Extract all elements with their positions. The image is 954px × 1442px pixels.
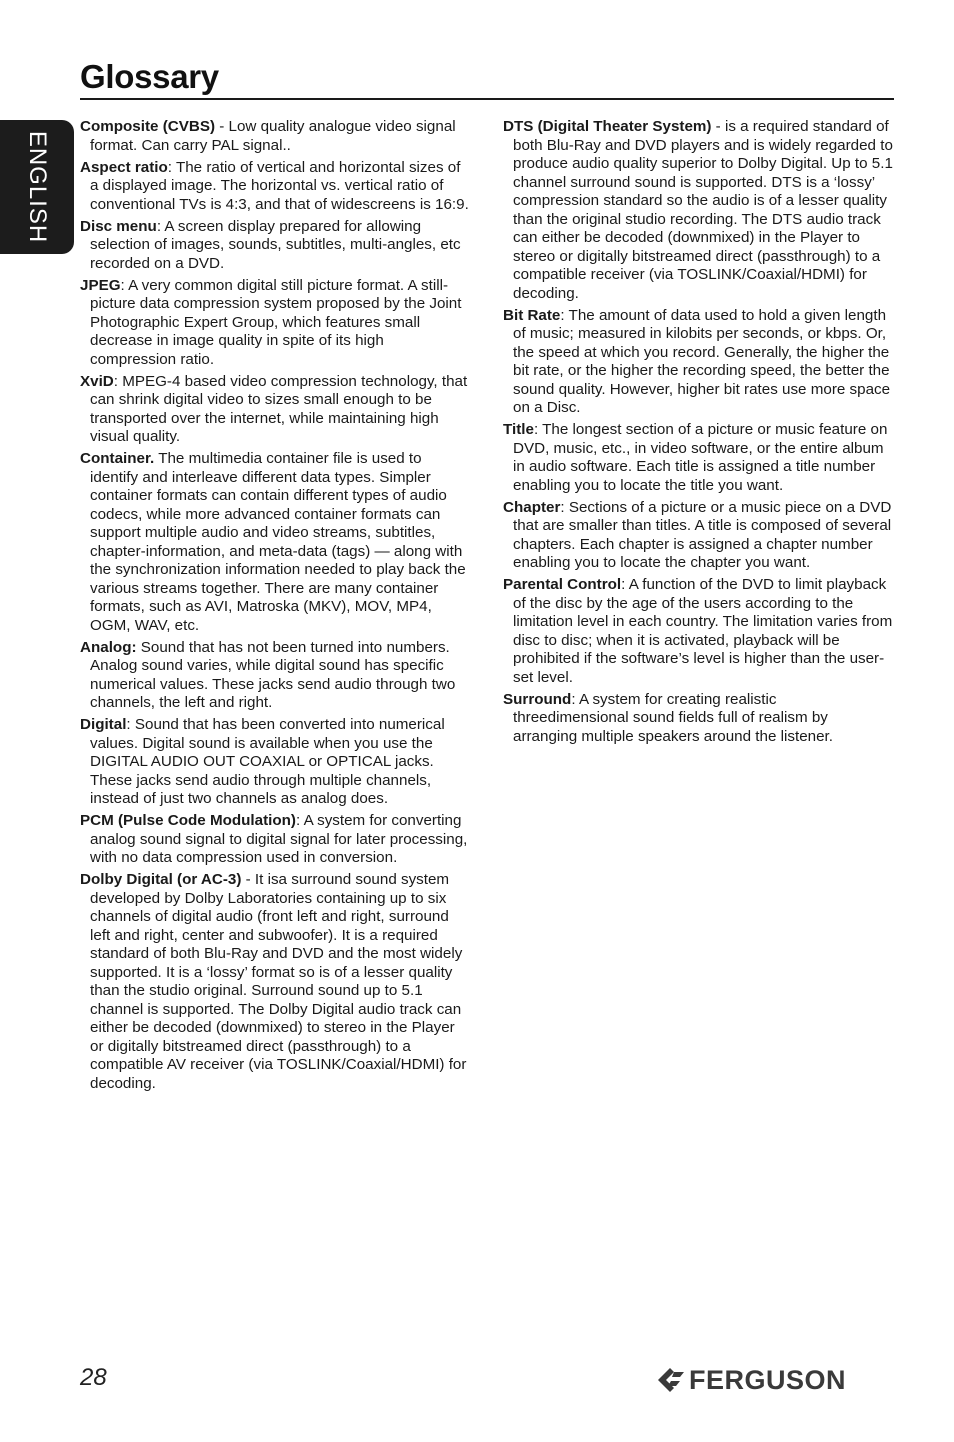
glossary-term: Bit Rate — [503, 306, 561, 324]
glossary-term: Composite (CVBS) — [80, 118, 216, 135]
glossary-definition: : The longest section of a picture or music feature on DVD, music, etc., in video software, or the entire album in audio software. Each title is assigned a title number enabling you to locate the title you want. — [513, 421, 888, 494]
glossary-term: Disc menu — [80, 217, 157, 235]
title-underline — [80, 98, 894, 100]
glossary-definition: : Sections of a picture or a music piece on a DVD that are smaller than titles. A title is composed of several chapters. Each chapter is assigned a chapter number enabling you to locate the chapter you want. — [513, 498, 892, 571]
glossary-entry — [503, 691, 895, 747]
glossary-entry — [80, 277, 472, 370]
glossary-entry — [503, 576, 895, 687]
glossary-term: JPEG — [80, 276, 121, 294]
glossary-entry — [503, 499, 895, 573]
glossary-definition: : The ratio of vertical and horizontal sizes of a displayed image. The horizontal vs. vertical ratio of conventional TVs is 4:3, and that of widescreens is 16:9. — [90, 158, 469, 213]
language-tab-label: ENGLISH — [24, 130, 51, 244]
glossary-term: Dolby Digital (or AC-3) — [80, 871, 242, 888]
glossary-entry — [503, 307, 895, 418]
glossary-term: Surround — [503, 690, 572, 708]
glossary-definition: - is a required standard of both Blu-Ray and DVD players and is widely regarded to produce audio quality superior to Dolby Digital. Up to 5.1 channel surround sound is supported. DTS is a ‘lossy’ compression standard so the audio is of a lesser quality than the original studio recording. The DTS audio track can either be decoded (downmixed) in the Player to stereo or digitally bitstreamed direct (passthrough) to a compatible receiver (via TOSLINK/Coaxial/HDMI) for decoding. — [513, 118, 893, 302]
glossary-column-right — [503, 118, 895, 750]
glossary-definition: The multimedia container file is used to identify and interleave different data types. Simpler container formats can contain different types of audio codecs, while more advanced container formats can support multiple audio and video streams, subtitles, chapter-information, and meta-data (tags) — along with the synchronization information needed to play back the various streams together. There are many container formats, such as AVI, Matroska (MKV), MOV, MP4, OGM, WAV, etc. — [90, 450, 466, 634]
ferguson-logo-icon — [656, 1366, 686, 1394]
glossary-entry — [503, 118, 895, 303]
glossary-definition: : A system for converting analog sound signal to digital signal for later processing, with no data compression used in conversion. — [90, 812, 468, 866]
glossary-definition: : Sound that has been converted into numerical values. Digital sound is available when you use the DIGITAL AUDIO OUT COAXIAL or OPTICAL jacks. These jacks send audio through multiple channels, instead of just two channels as analog does. — [90, 716, 445, 807]
glossary-definition: : A very common digital still picture format. A still-picture data compression system proposed by the Joint Photographic Expert Group, which features small decrease in image quality in spite of its high compression ratio. — [90, 276, 462, 368]
glossary-entry — [503, 421, 895, 495]
glossary-term: Parental Control — [503, 576, 622, 593]
glossary-definition: : A screen display prepared for allowing selection of images, sounds, subtitles, multi-angles, etc recorded on a DVD. — [90, 217, 461, 272]
glossary-definition: Sound that has not been turned into numbers. Analog sound varies, while digital sound has specific numerical values. These jacks send audio through two channels, the left and right. — [90, 638, 456, 711]
glossary-entry — [80, 716, 472, 809]
page-number: 28 — [80, 1364, 107, 1391]
glossary-definition: - It isa surround sound system developed by Dolby Laboratories containing up to six channels of digital audio (front left and right, surround left and right, center and subwoofer). It is a required standard of both Blu-Ray and DVD and the most widely supported. It is a ‘lossy’ format so is of a lesser quality than the studio original. Surround sound up to 5.1 channel is supported. The Dolby Digital audio track can either be decoded (downmixed) to stereo in the Player or digitally bitstreamed direct (passthrough) to a compatible AV receiver (via TOSLINK/Coaxial/HDMI) for decoding. — [90, 871, 467, 1092]
glossary-entry — [80, 373, 472, 447]
glossary-entry — [80, 118, 472, 155]
glossary-definition: - Low quality analogue video signal format. Can carry PAL signal.. — [90, 118, 456, 154]
glossary-definition: : A function of the DVD to limit playback of the disc by the age of the users according to the limitation level in each country. The limitation varies from disc to disc; when it is activated, playback will be prohibited if the software’s level is higher than the user-set level. — [513, 576, 893, 686]
glossary-term: PCM (Pulse Code Modulation) — [80, 812, 296, 829]
glossary-definition: : The amount of data used to hold a given length of music; measured in kilobits per seconds, or kbps. Or, the speed at which you record. Generally, the higher the bit rate, or the higher the recording speed, the better the sound quality. However, higher bit rates use more space on a Disc. — [513, 306, 891, 416]
glossary-term: Container. — [80, 450, 155, 467]
glossary-definition: : MPEG-4 based video compression technology, that can shrink digital video to sizes small enough to be transported over the internet, while maintaining high visual quality. — [90, 372, 468, 445]
glossary-term: Digital — [80, 716, 127, 733]
glossary-entry — [80, 871, 472, 1093]
glossary-term: Title — [503, 421, 534, 438]
glossary-column-left — [80, 118, 472, 1097]
glossary-entry — [80, 450, 472, 635]
glossary-term: Aspect ratio — [80, 158, 168, 176]
glossary-entry — [80, 218, 472, 274]
glossary-entry — [80, 639, 472, 713]
glossary-term: DTS (Digital Theater System) — [503, 118, 712, 135]
page-title: Glossary — [80, 58, 219, 95]
glossary-term: Analog: — [80, 638, 137, 656]
brand-logo — [656, 1364, 846, 1396]
glossary-entry — [80, 159, 472, 215]
glossary-definition: : A system for creating realistic threedimensional sound fields full of realism by arranging multiple speakers around the listener. — [513, 690, 833, 745]
brand-name: FERGUSON — [689, 1364, 847, 1395]
glossary-entry — [80, 812, 472, 868]
glossary-term: XviD — [80, 372, 114, 390]
language-tab — [0, 120, 74, 254]
glossary-term: Chapter — [503, 498, 561, 516]
